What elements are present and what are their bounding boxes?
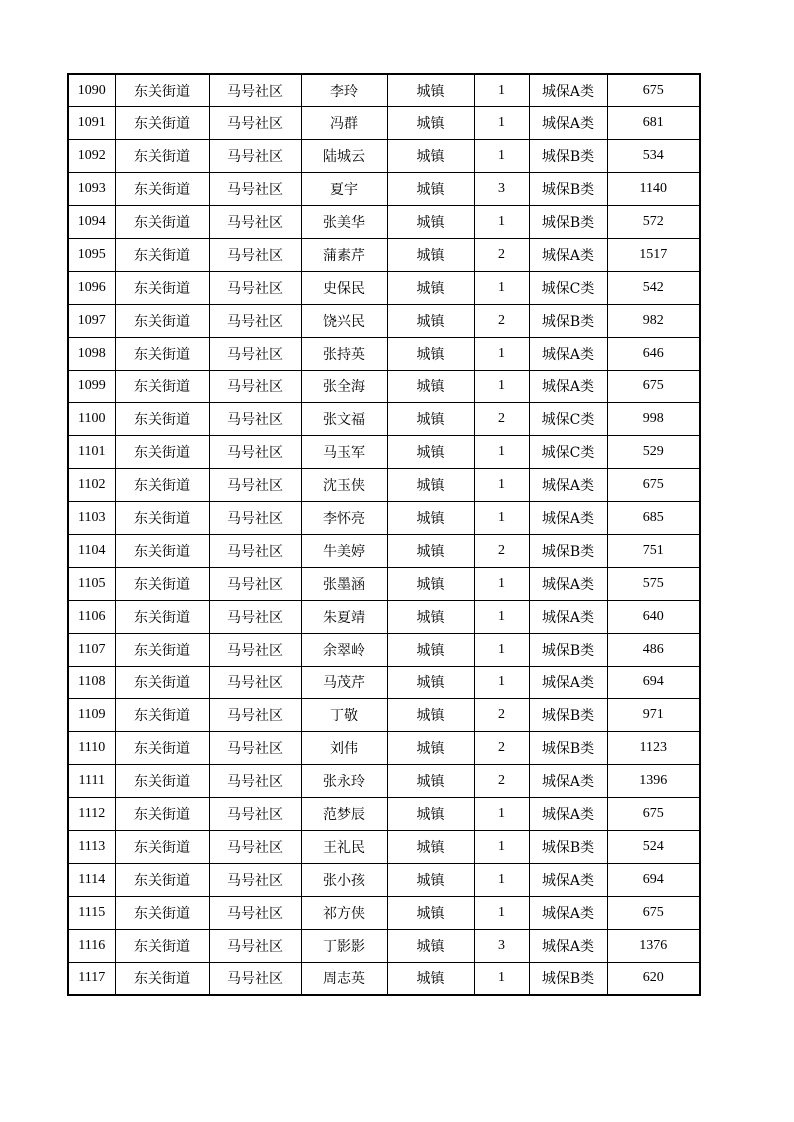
record-id-cell: 1094 [68, 206, 115, 239]
table-row [68, 666, 700, 699]
category-cell: 城保B类 [529, 173, 607, 206]
household-type-cell: 城镇 [387, 206, 474, 239]
household-type-cell: 城镇 [387, 469, 474, 502]
record-id-cell: 1090 [68, 74, 115, 107]
household-type-cell: 城镇 [387, 173, 474, 206]
table-row [68, 403, 700, 436]
member-count-cell: 1 [474, 206, 529, 239]
street-cell: 东关街道 [115, 567, 209, 600]
street-cell: 东关街道 [115, 403, 209, 436]
record-id-cell: 1097 [68, 304, 115, 337]
name-cell: 李怀亮 [301, 502, 387, 535]
street-cell: 东关街道 [115, 929, 209, 962]
name-cell: 陆城云 [301, 140, 387, 173]
name-cell: 冯群 [301, 107, 387, 140]
record-id-cell: 1116 [68, 929, 115, 962]
household-type-cell: 城镇 [387, 107, 474, 140]
household-type-cell: 城镇 [387, 765, 474, 798]
household-type-cell: 城镇 [387, 830, 474, 863]
table-row [68, 830, 700, 863]
community-cell: 马号社区 [209, 271, 301, 304]
category-cell: 城保A类 [529, 798, 607, 831]
member-count-cell: 1 [474, 271, 529, 304]
community-cell: 马号社区 [209, 633, 301, 666]
category-cell: 城保A类 [529, 600, 607, 633]
amount-cell: 685 [607, 502, 700, 535]
record-id-cell: 1101 [68, 436, 115, 469]
record-id-cell: 1093 [68, 173, 115, 206]
amount-cell: 542 [607, 271, 700, 304]
amount-cell: 1123 [607, 732, 700, 765]
street-cell: 东关街道 [115, 337, 209, 370]
category-cell: 城保C类 [529, 403, 607, 436]
record-id-cell: 1104 [68, 534, 115, 567]
name-cell: 夏宇 [301, 173, 387, 206]
community-cell: 马号社区 [209, 107, 301, 140]
table-row [68, 74, 700, 107]
household-type-cell: 城镇 [387, 699, 474, 732]
category-cell: 城保B类 [529, 830, 607, 863]
name-cell: 张美华 [301, 206, 387, 239]
name-cell: 祁方侠 [301, 896, 387, 929]
record-id-cell: 1103 [68, 502, 115, 535]
member-count-cell: 3 [474, 929, 529, 962]
category-cell: 城保B类 [529, 962, 607, 995]
table-row [68, 699, 700, 732]
street-cell: 东关街道 [115, 107, 209, 140]
category-cell: 城保B类 [529, 304, 607, 337]
amount-cell: 572 [607, 206, 700, 239]
community-cell: 马号社区 [209, 140, 301, 173]
table-row [68, 534, 700, 567]
community-cell: 马号社区 [209, 863, 301, 896]
member-count-cell: 1 [474, 633, 529, 666]
household-type-cell: 城镇 [387, 962, 474, 995]
household-type-cell: 城镇 [387, 337, 474, 370]
street-cell: 东关街道 [115, 173, 209, 206]
table-row [68, 929, 700, 962]
member-count-cell: 1 [474, 962, 529, 995]
category-cell: 城保B类 [529, 699, 607, 732]
name-cell: 张永玲 [301, 765, 387, 798]
household-type-cell: 城镇 [387, 436, 474, 469]
record-id-cell: 1112 [68, 798, 115, 831]
table-row [68, 502, 700, 535]
amount-cell: 681 [607, 107, 700, 140]
table-row [68, 140, 700, 173]
member-count-cell: 1 [474, 567, 529, 600]
member-count-cell: 2 [474, 765, 529, 798]
amount-cell: 675 [607, 370, 700, 403]
record-id-cell: 1098 [68, 337, 115, 370]
street-cell: 东关街道 [115, 699, 209, 732]
street-cell: 东关街道 [115, 962, 209, 995]
table-row [68, 863, 700, 896]
member-count-cell: 3 [474, 173, 529, 206]
table-row [68, 765, 700, 798]
community-cell: 马号社区 [209, 699, 301, 732]
street-cell: 东关街道 [115, 798, 209, 831]
street-cell: 东关街道 [115, 830, 209, 863]
name-cell: 王礼民 [301, 830, 387, 863]
category-cell: 城保A类 [529, 765, 607, 798]
record-id-cell: 1107 [68, 633, 115, 666]
table-row [68, 271, 700, 304]
community-cell: 马号社区 [209, 830, 301, 863]
community-cell: 马号社区 [209, 765, 301, 798]
record-id-cell: 1095 [68, 238, 115, 271]
record-id-cell: 1113 [68, 830, 115, 863]
amount-cell: 620 [607, 962, 700, 995]
street-cell: 东关街道 [115, 238, 209, 271]
category-cell: 城保A类 [529, 567, 607, 600]
category-cell: 城保A类 [529, 337, 607, 370]
record-id-cell: 1099 [68, 370, 115, 403]
category-cell: 城保A类 [529, 74, 607, 107]
member-count-cell: 2 [474, 403, 529, 436]
member-count-cell: 2 [474, 304, 529, 337]
amount-cell: 971 [607, 699, 700, 732]
name-cell: 史保民 [301, 271, 387, 304]
roster-table [67, 73, 701, 996]
community-cell: 马号社区 [209, 370, 301, 403]
community-cell: 马号社区 [209, 896, 301, 929]
name-cell: 张墨涵 [301, 567, 387, 600]
street-cell: 东关街道 [115, 304, 209, 337]
household-type-cell: 城镇 [387, 140, 474, 173]
member-count-cell: 2 [474, 732, 529, 765]
amount-cell: 1517 [607, 238, 700, 271]
community-cell: 马号社区 [209, 469, 301, 502]
table-row [68, 436, 700, 469]
member-count-cell: 1 [474, 370, 529, 403]
amount-cell: 675 [607, 896, 700, 929]
household-type-cell: 城镇 [387, 238, 474, 271]
household-type-cell: 城镇 [387, 74, 474, 107]
community-cell: 马号社区 [209, 436, 301, 469]
category-cell: 城保A类 [529, 238, 607, 271]
category-cell: 城保A类 [529, 469, 607, 502]
street-cell: 东关街道 [115, 469, 209, 502]
member-count-cell: 1 [474, 666, 529, 699]
household-type-cell: 城镇 [387, 666, 474, 699]
community-cell: 马号社区 [209, 337, 301, 370]
community-cell: 马号社区 [209, 666, 301, 699]
amount-cell: 1396 [607, 765, 700, 798]
category-cell: 城保B类 [529, 633, 607, 666]
table-row [68, 304, 700, 337]
community-cell: 马号社区 [209, 962, 301, 995]
amount-cell: 675 [607, 74, 700, 107]
record-id-cell: 1106 [68, 600, 115, 633]
household-type-cell: 城镇 [387, 732, 474, 765]
street-cell: 东关街道 [115, 732, 209, 765]
record-id-cell: 1115 [68, 896, 115, 929]
record-id-cell: 1091 [68, 107, 115, 140]
community-cell: 马号社区 [209, 238, 301, 271]
amount-cell: 486 [607, 633, 700, 666]
community-cell: 马号社区 [209, 600, 301, 633]
street-cell: 东关街道 [115, 206, 209, 239]
member-count-cell: 1 [474, 469, 529, 502]
household-type-cell: 城镇 [387, 798, 474, 831]
amount-cell: 646 [607, 337, 700, 370]
member-count-cell: 1 [474, 830, 529, 863]
street-cell: 东关街道 [115, 502, 209, 535]
amount-cell: 694 [607, 863, 700, 896]
table-row [68, 370, 700, 403]
household-type-cell: 城镇 [387, 502, 474, 535]
record-id-cell: 1105 [68, 567, 115, 600]
amount-cell: 675 [607, 798, 700, 831]
record-id-cell: 1096 [68, 271, 115, 304]
street-cell: 东关街道 [115, 436, 209, 469]
category-cell: 城保A类 [529, 863, 607, 896]
name-cell: 朱夏靖 [301, 600, 387, 633]
amount-cell: 524 [607, 830, 700, 863]
category-cell: 城保A类 [529, 896, 607, 929]
category-cell: 城保C类 [529, 271, 607, 304]
community-cell: 马号社区 [209, 173, 301, 206]
category-cell: 城保C类 [529, 436, 607, 469]
community-cell: 马号社区 [209, 403, 301, 436]
name-cell: 丁影影 [301, 929, 387, 962]
community-cell: 马号社区 [209, 534, 301, 567]
category-cell: 城保A类 [529, 502, 607, 535]
street-cell: 东关街道 [115, 765, 209, 798]
amount-cell: 1140 [607, 173, 700, 206]
name-cell: 刘伟 [301, 732, 387, 765]
table-row [68, 206, 700, 239]
table-row [68, 600, 700, 633]
street-cell: 东关街道 [115, 534, 209, 567]
table-row [68, 567, 700, 600]
table-row [68, 732, 700, 765]
member-count-cell: 1 [474, 863, 529, 896]
category-cell: 城保B类 [529, 206, 607, 239]
name-cell: 张小孩 [301, 863, 387, 896]
amount-cell: 529 [607, 436, 700, 469]
table-row [68, 469, 700, 502]
member-count-cell: 1 [474, 896, 529, 929]
member-count-cell: 1 [474, 107, 529, 140]
name-cell: 张文福 [301, 403, 387, 436]
street-cell: 东关街道 [115, 896, 209, 929]
category-cell: 城保B类 [529, 732, 607, 765]
amount-cell: 694 [607, 666, 700, 699]
community-cell: 马号社区 [209, 502, 301, 535]
record-id-cell: 1114 [68, 863, 115, 896]
table-row [68, 962, 700, 995]
record-id-cell: 1108 [68, 666, 115, 699]
street-cell: 东关街道 [115, 863, 209, 896]
member-count-cell: 1 [474, 337, 529, 370]
name-cell: 李玲 [301, 74, 387, 107]
record-id-cell: 1109 [68, 699, 115, 732]
name-cell: 周志英 [301, 962, 387, 995]
household-type-cell: 城镇 [387, 929, 474, 962]
household-type-cell: 城镇 [387, 896, 474, 929]
street-cell: 东关街道 [115, 74, 209, 107]
table-row [68, 173, 700, 206]
amount-cell: 640 [607, 600, 700, 633]
record-id-cell: 1092 [68, 140, 115, 173]
household-type-cell: 城镇 [387, 633, 474, 666]
street-cell: 东关街道 [115, 666, 209, 699]
category-cell: 城保A类 [529, 929, 607, 962]
category-cell: 城保A类 [529, 370, 607, 403]
street-cell: 东关街道 [115, 271, 209, 304]
street-cell: 东关街道 [115, 140, 209, 173]
table-row [68, 107, 700, 140]
community-cell: 马号社区 [209, 929, 301, 962]
community-cell: 马号社区 [209, 732, 301, 765]
name-cell: 范梦辰 [301, 798, 387, 831]
street-cell: 东关街道 [115, 633, 209, 666]
member-count-cell: 1 [474, 798, 529, 831]
member-count-cell: 1 [474, 140, 529, 173]
street-cell: 东关街道 [115, 600, 209, 633]
category-cell: 城保A类 [529, 107, 607, 140]
member-count-cell: 1 [474, 502, 529, 535]
table-row [68, 798, 700, 831]
amount-cell: 575 [607, 567, 700, 600]
name-cell: 沈玉侠 [301, 469, 387, 502]
community-cell: 马号社区 [209, 798, 301, 831]
community-cell: 马号社区 [209, 304, 301, 337]
name-cell: 牛美婷 [301, 534, 387, 567]
name-cell: 蒲素芹 [301, 238, 387, 271]
amount-cell: 534 [607, 140, 700, 173]
name-cell: 饶兴民 [301, 304, 387, 337]
amount-cell: 998 [607, 403, 700, 436]
member-count-cell: 2 [474, 699, 529, 732]
amount-cell: 751 [607, 534, 700, 567]
community-cell: 马号社区 [209, 74, 301, 107]
community-cell: 马号社区 [209, 567, 301, 600]
name-cell: 张持英 [301, 337, 387, 370]
amount-cell: 982 [607, 304, 700, 337]
record-id-cell: 1102 [68, 469, 115, 502]
member-count-cell: 2 [474, 534, 529, 567]
roster-body [68, 74, 700, 995]
name-cell: 丁敬 [301, 699, 387, 732]
amount-cell: 1376 [607, 929, 700, 962]
record-id-cell: 1100 [68, 403, 115, 436]
table-row [68, 238, 700, 271]
household-type-cell: 城镇 [387, 534, 474, 567]
record-id-cell: 1110 [68, 732, 115, 765]
name-cell: 余翠岭 [301, 633, 387, 666]
household-type-cell: 城镇 [387, 304, 474, 337]
member-count-cell: 1 [474, 600, 529, 633]
street-cell: 东关街道 [115, 370, 209, 403]
household-type-cell: 城镇 [387, 271, 474, 304]
category-cell: 城保B类 [529, 534, 607, 567]
record-id-cell: 1111 [68, 765, 115, 798]
table-row [68, 896, 700, 929]
table-row [68, 337, 700, 370]
member-count-cell: 1 [474, 436, 529, 469]
community-cell: 马号社区 [209, 206, 301, 239]
household-type-cell: 城镇 [387, 370, 474, 403]
name-cell: 马茂芹 [301, 666, 387, 699]
name-cell: 马玉军 [301, 436, 387, 469]
household-type-cell: 城镇 [387, 863, 474, 896]
household-type-cell: 城镇 [387, 403, 474, 436]
category-cell: 城保B类 [529, 140, 607, 173]
category-cell: 城保A类 [529, 666, 607, 699]
table-row [68, 633, 700, 666]
name-cell: 张全海 [301, 370, 387, 403]
household-type-cell: 城镇 [387, 567, 474, 600]
amount-cell: 675 [607, 469, 700, 502]
household-type-cell: 城镇 [387, 600, 474, 633]
member-count-cell: 1 [474, 74, 529, 107]
member-count-cell: 2 [474, 238, 529, 271]
record-id-cell: 1117 [68, 962, 115, 995]
